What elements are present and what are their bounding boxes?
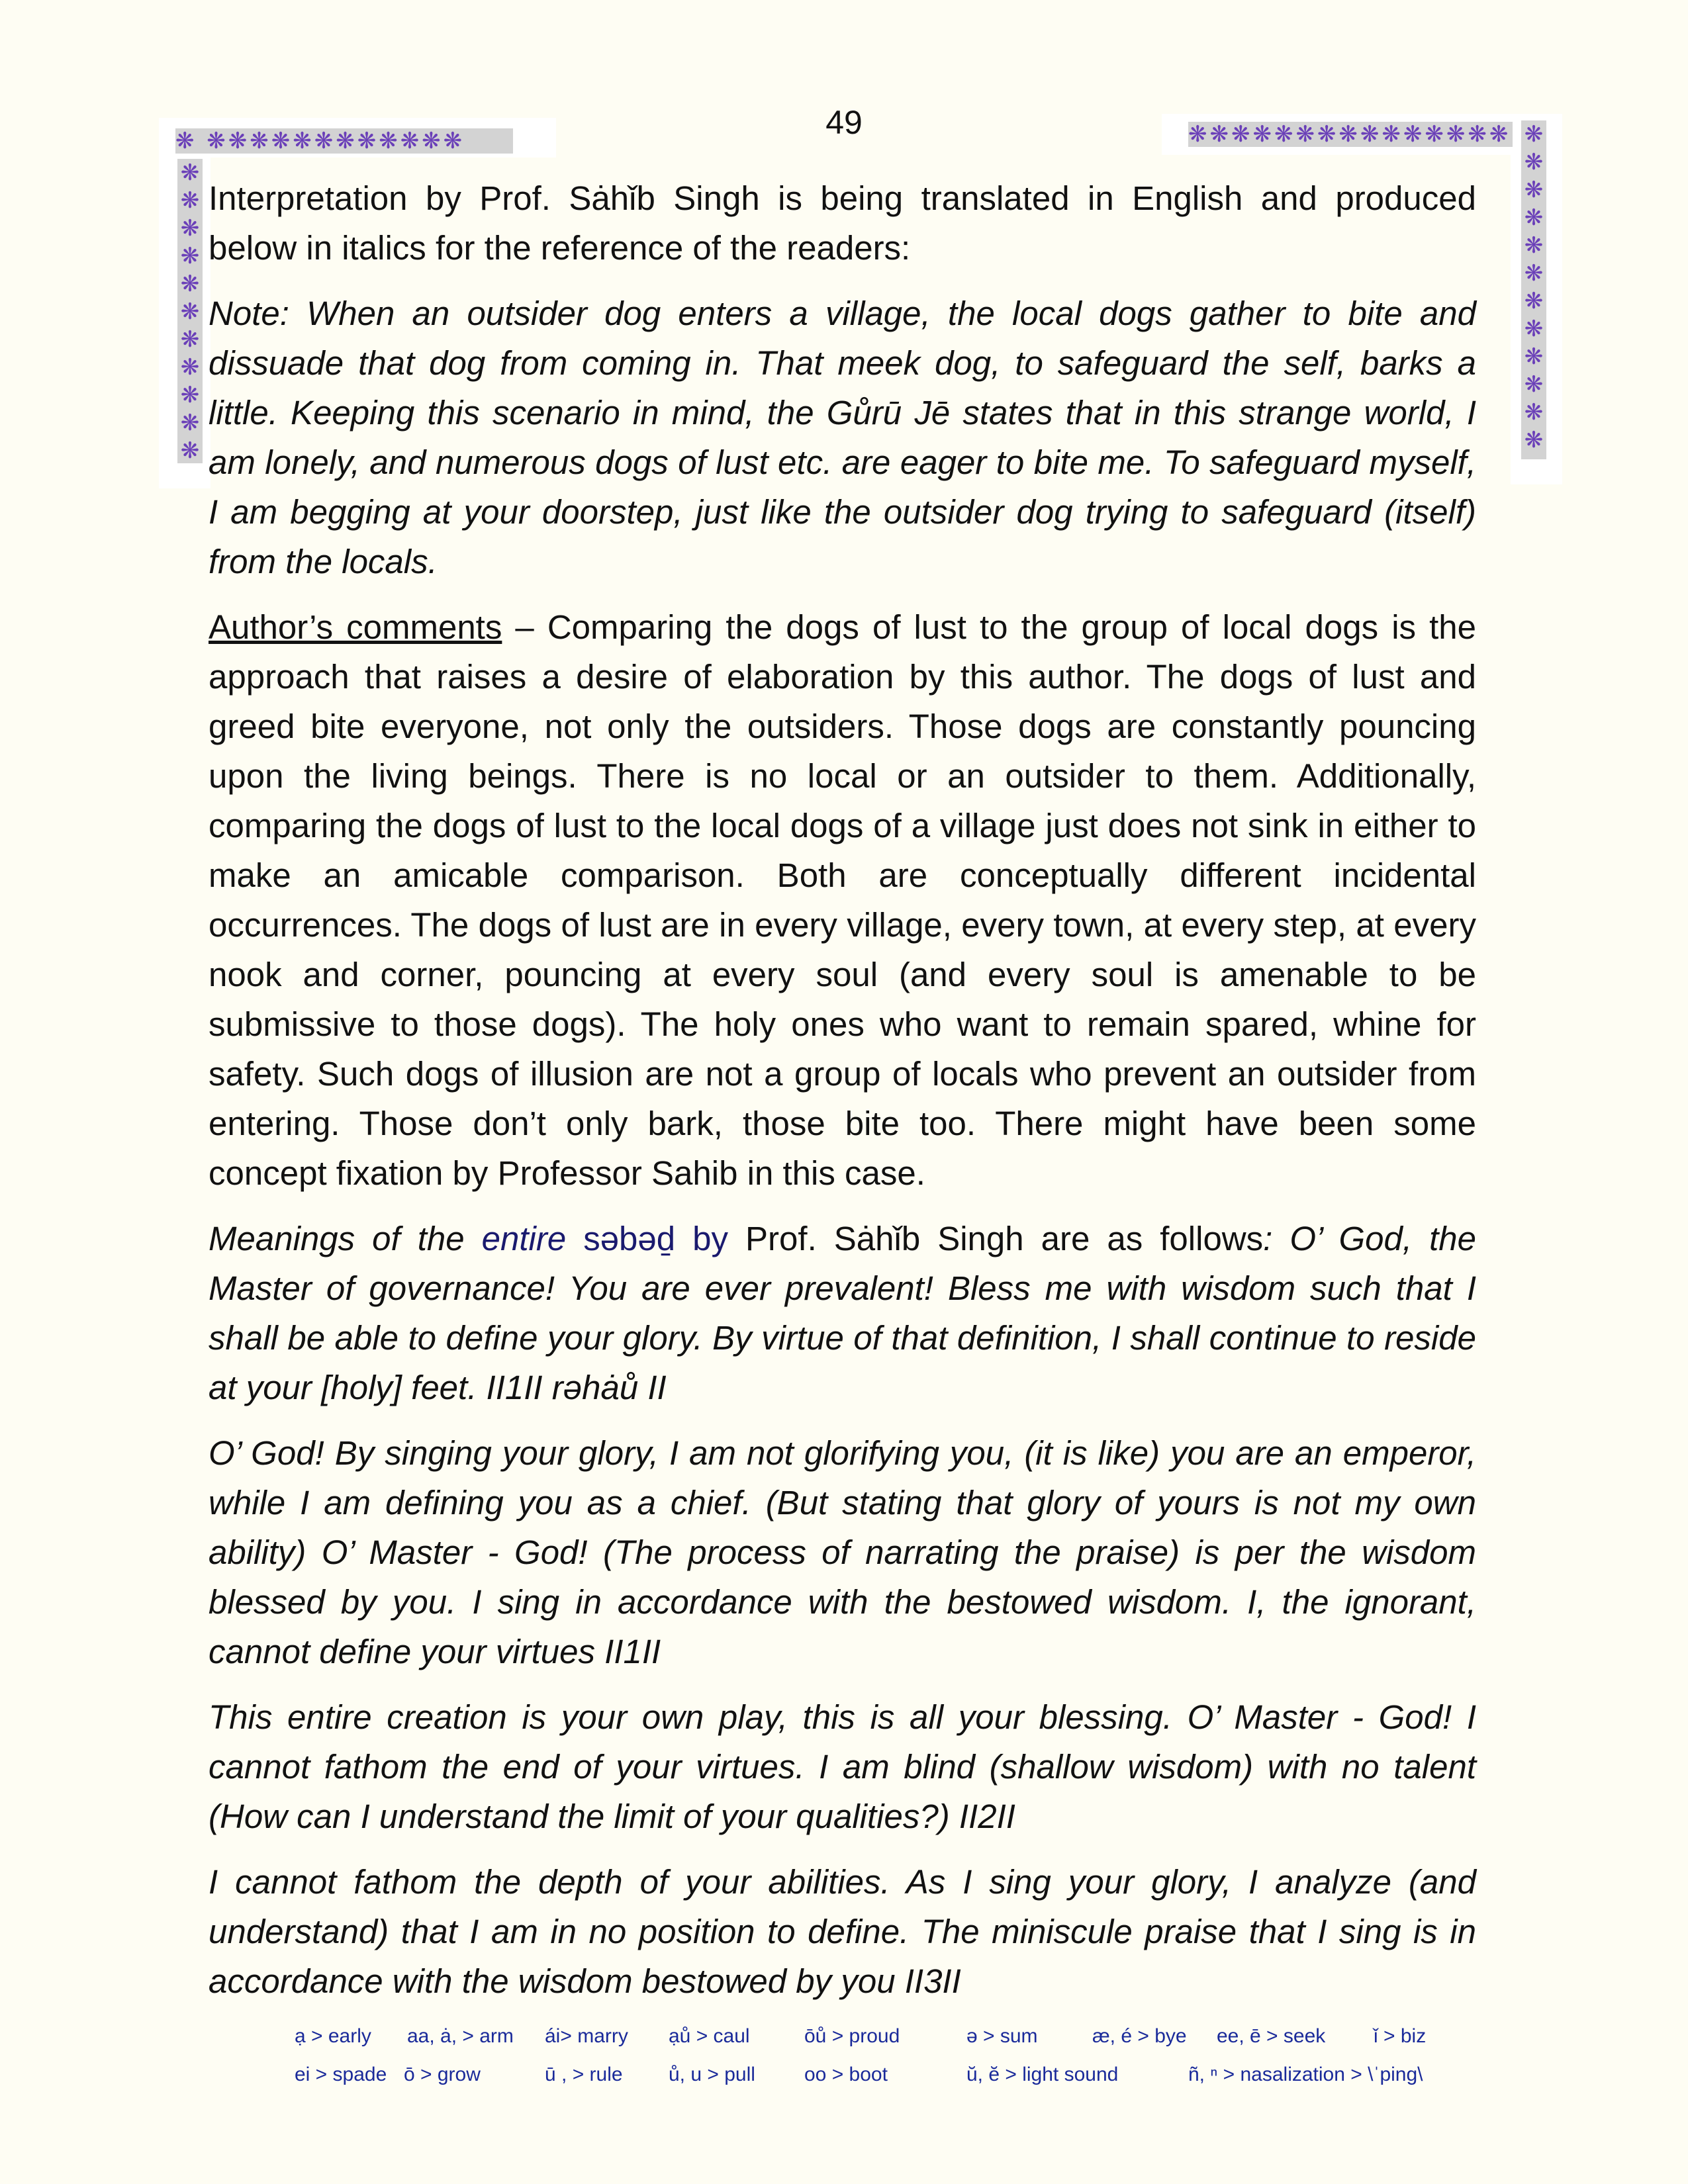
legend-item: ei > spade — [295, 2064, 387, 2085]
legend-item: ŭ, ĕ > light sound — [966, 2064, 1119, 2085]
legend-item: ə > sum — [966, 2025, 1038, 2047]
legend-item: oo > boot — [804, 2064, 888, 2085]
legend-item: ái> marry — [545, 2025, 628, 2047]
legend-item: aa, ȧ, > arm — [407, 2025, 514, 2047]
legend-row-1 — [295, 2025, 1486, 2064]
legend-item: ạ > early — [295, 2025, 371, 2047]
legend-item: ōů > proud — [804, 2025, 900, 2047]
verse-3-paragraph: I cannot fathom the depth of your abilities. As I sing your glory, I analyze (and understand) that I am in no position to define. The miniscule praise that I sing is in accordance with the wisdom bestowed by you II3II — [209, 1863, 1476, 2000]
legend-item: ū , > rule — [545, 2064, 623, 2085]
author-comments-label: Author’s comments — [209, 608, 502, 646]
legend-item: ǐ > biz — [1374, 2025, 1427, 2047]
pronunciation-legend — [295, 2025, 1486, 2102]
verse-1-paragraph: O’ God! By singing your glory, I am not glorifying you, (it is like) you are an emperor, while I am defining you as a chief. (But stating that glory of yours is not my own ability) O’ Master - God! (The process of narrating the praise) is per the wisdom blessed by you. I sing in accordance with the bestowed wisdom. I, the ignorant, cannot define your virtues II1II — [209, 1434, 1476, 1670]
legend-item: ñ, ⁿ > nasalization > \ˈping\ — [1188, 2064, 1423, 2085]
page-number: 49 — [825, 104, 863, 141]
meanings-text: : O’ God, the Master of governance! You are ever prevalent! Bless me with wisdom such that I shall be able to define your glory. By virtue of that definition, I shall continue to reside at your [holy] feet. II1II rəhȧů II — [209, 1220, 1476, 1406]
verse-2-paragraph: This entire creation is your own play, this is all your blessing. O’ Master - God! I cannot fathom the end of your virtues. I am blind (shallow wisdom) with no talent (How can I understand the limit of your qualities?) II2II — [209, 1698, 1476, 1835]
legend-item: ō > grow — [404, 2064, 481, 2085]
border-right-strip: ❋❋❋❋❋❋❋❋❋❋❋❋ — [1521, 120, 1546, 459]
border-top-right-strip: ❋❋❋❋❋❋❋❋❋❋❋❋❋❋❋ — [1188, 122, 1513, 147]
border-top-left-strip: ❋ ❋❋❋❋❋❋❋❋❋❋❋❋ — [175, 128, 513, 154]
legend-item: ů, u > pull — [669, 2064, 755, 2085]
author-comments-paragraph — [209, 602, 1476, 1198]
legend-item: ee, ē > seek — [1217, 2025, 1326, 2047]
legend-item: æ, é > bye — [1092, 2025, 1187, 2047]
author-comments-text: – Comparing the dogs of lust to the group of local dogs is the approach that raises a desire of elaboration by this author. The dogs of lust and greed bite everyone, not only the outsiders. Those dogs are constantly pouncing upon the living beings. There is no local or an outsider to them. Additionally, comparing the dogs of lust to the local dogs of a village just does not sink in either to make an amicable comparison. Both are conceptually different incidental occurrences. The dogs of lust are in every village, every town, at every step, at every nook and corner, pouncing at every soul (and every soul is amenable to be submissive to those dogs). The holy ones who want to remain spared, whine for safety. Such dogs of illusion are not a group of locals who prevent an outsider from entering. Those don’t only bark, those bite too. There might have been some concept fixation by Professor Sahib in this case. — [209, 608, 1476, 1192]
meanings-paragraph — [209, 1214, 1476, 1412]
main-content — [209, 173, 1476, 2022]
legend-item: ạů > caul — [669, 2025, 750, 2047]
meanings-entire: entire — [481, 1220, 567, 1257]
border-left-strip: ❋❋❋❋❋❋❋❋❋❋❋ — [177, 159, 203, 463]
note-paragraph: Note: When an outsider dog enters a village, the local dogs gather to bite and dissuade that dog from coming in. That meek dog, to safeguard the self, barks a little. Keeping this scenario in mind, the Gůrū Jē states that in this strange world, I am lonely, and numerous dogs of lust etc. are eager to bite me. To safeguard myself, I am begging at your doorstep, just like the outsider dog trying to safeguard (itself) from the locals. — [209, 295, 1476, 580]
meanings-intro: Meanings of the — [209, 1220, 482, 1257]
meanings-sabad: səbəḏ by — [566, 1220, 729, 1257]
legend-row-2 — [295, 2064, 1486, 2102]
intro-paragraph: Interpretation by Prof. Sȧhǐb Singh is being translated in English and produced below in italics for the reference of the readers: — [209, 179, 1476, 267]
meanings-author: Prof. Sȧhǐb Singh are as follows — [728, 1220, 1264, 1257]
